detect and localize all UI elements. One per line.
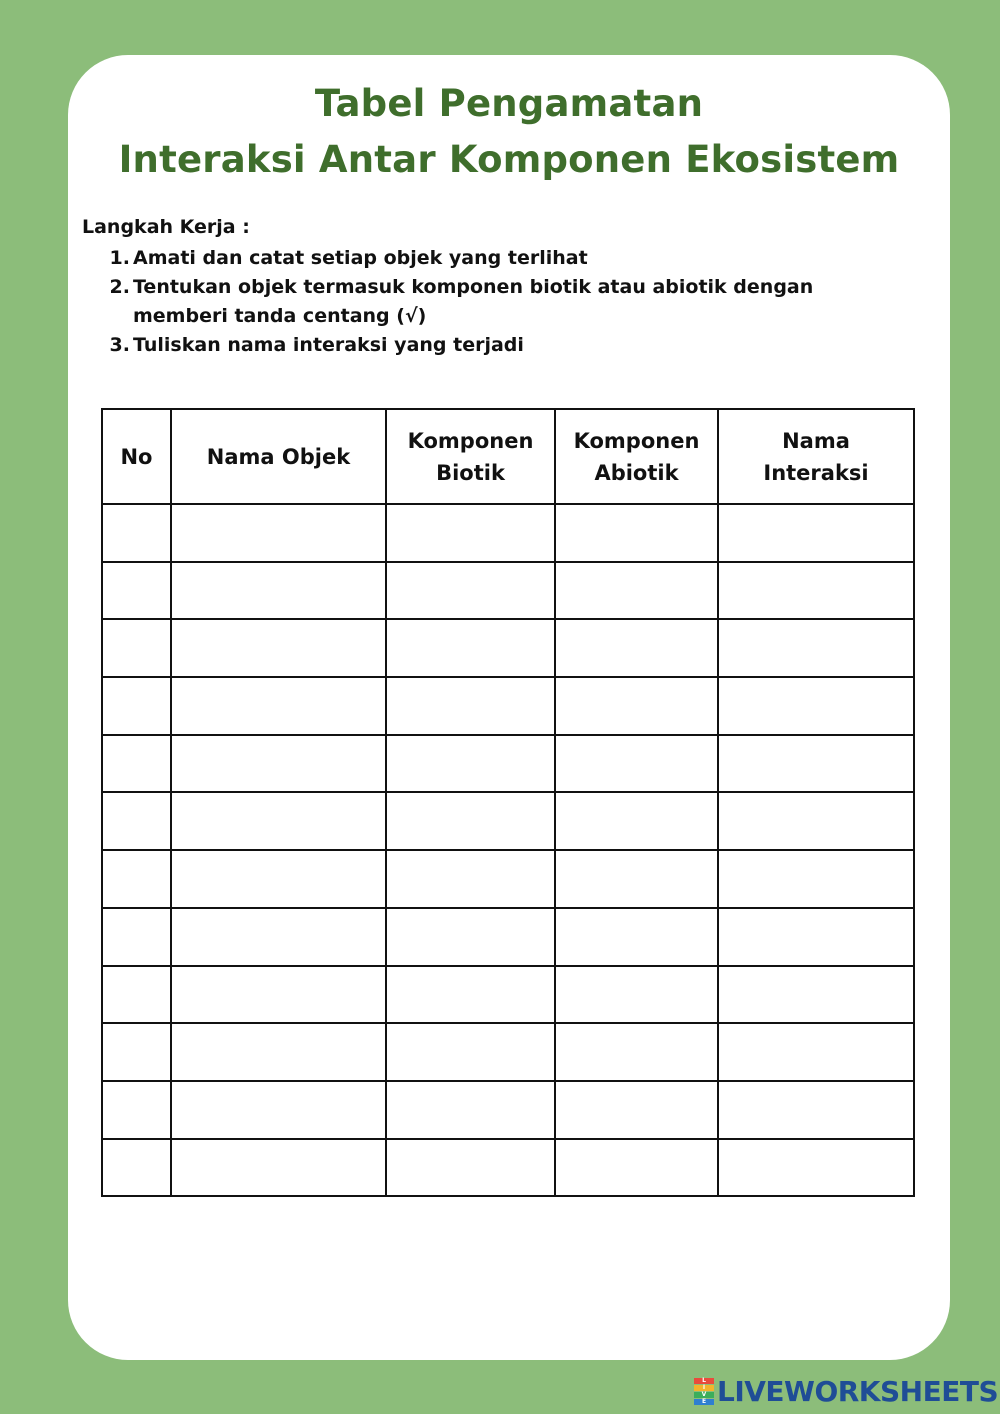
table-row xyxy=(102,966,914,1024)
liveworksheets-logo xyxy=(694,1376,998,1406)
header-no: No xyxy=(102,409,171,504)
observation-table xyxy=(101,408,915,1197)
logo-icon-tile: E xyxy=(694,1399,714,1405)
cell-komponen-abiotik[interactable] xyxy=(555,562,718,620)
worksheet-title-line2: Interaksi Antar Komponen Ekosistem xyxy=(118,138,900,181)
cell-komponen-abiotik[interactable] xyxy=(555,1023,718,1081)
cell-nama-interaksi[interactable] xyxy=(718,1081,914,1139)
cell-nama-objek[interactable] xyxy=(171,850,386,908)
cell-nama-objek[interactable] xyxy=(171,1139,386,1197)
cell-no[interactable] xyxy=(102,619,171,677)
step-number: 2. xyxy=(109,276,130,298)
cell-nama-objek[interactable] xyxy=(171,562,386,620)
cell-nama-objek[interactable] xyxy=(171,735,386,793)
table-row xyxy=(102,677,914,735)
cell-no[interactable] xyxy=(102,677,171,735)
table-row xyxy=(102,504,914,562)
table-row xyxy=(102,735,914,793)
steps-list xyxy=(108,244,888,360)
liveworksheets-text: LIVEWORKSHEETS xyxy=(717,1374,999,1408)
cell-komponen-abiotik[interactable] xyxy=(555,735,718,793)
table-header-row xyxy=(102,409,914,504)
cell-no[interactable] xyxy=(102,966,171,1024)
cell-komponen-abiotik[interactable] xyxy=(555,966,718,1024)
cell-komponen-biotik[interactable] xyxy=(386,562,555,620)
header-nama-objek: Nama Objek xyxy=(171,409,386,504)
step-item xyxy=(108,273,888,331)
logo-icon-tile: L xyxy=(694,1378,714,1384)
cell-nama-interaksi[interactable] xyxy=(718,562,914,620)
cell-komponen-biotik[interactable] xyxy=(386,504,555,562)
cell-nama-interaksi[interactable] xyxy=(718,908,914,966)
table-row xyxy=(102,619,914,677)
table-row xyxy=(102,1023,914,1081)
logo-icon-tile: V xyxy=(694,1392,714,1398)
cell-komponen-abiotik[interactable] xyxy=(555,850,718,908)
table-body xyxy=(102,504,914,1196)
cell-komponen-biotik[interactable] xyxy=(386,792,555,850)
cell-komponen-biotik[interactable] xyxy=(386,1023,555,1081)
cell-nama-interaksi[interactable] xyxy=(718,504,914,562)
cell-no[interactable] xyxy=(102,792,171,850)
logo-icon-tile: I xyxy=(694,1385,714,1391)
step-number: 1. xyxy=(109,247,130,269)
cell-no[interactable] xyxy=(102,1139,171,1197)
cell-komponen-biotik[interactable] xyxy=(386,677,555,735)
cell-nama-interaksi[interactable] xyxy=(718,677,914,735)
table-row xyxy=(102,908,914,966)
table-row xyxy=(102,1139,914,1197)
cell-no[interactable] xyxy=(102,1081,171,1139)
cell-nama-objek[interactable] xyxy=(171,1081,386,1139)
table-row xyxy=(102,850,914,908)
step-text: Amati dan catat setiap objek yang terlihat xyxy=(133,247,588,269)
step-item xyxy=(108,244,888,273)
table-row xyxy=(102,562,914,620)
cell-komponen-biotik[interactable] xyxy=(386,1139,555,1197)
cell-nama-objek[interactable] xyxy=(171,619,386,677)
step-number: 3. xyxy=(109,334,130,356)
cell-komponen-abiotik[interactable] xyxy=(555,908,718,966)
cell-nama-interaksi[interactable] xyxy=(718,735,914,793)
header-nama-interaksi: Nama Interaksi xyxy=(718,409,914,504)
cell-komponen-abiotik[interactable] xyxy=(555,677,718,735)
cell-nama-interaksi[interactable] xyxy=(718,1139,914,1197)
cell-no[interactable] xyxy=(102,504,171,562)
table-row xyxy=(102,1081,914,1139)
worksheet-title-line1: Tabel Pengamatan xyxy=(314,82,704,125)
cell-nama-interaksi[interactable] xyxy=(718,966,914,1024)
cell-no[interactable] xyxy=(102,908,171,966)
cell-no[interactable] xyxy=(102,850,171,908)
cell-nama-objek[interactable] xyxy=(171,792,386,850)
cell-nama-objek[interactable] xyxy=(171,504,386,562)
table-row xyxy=(102,792,914,850)
cell-komponen-abiotik[interactable] xyxy=(555,792,718,850)
cell-komponen-biotik[interactable] xyxy=(386,1081,555,1139)
cell-nama-interaksi[interactable] xyxy=(718,1023,914,1081)
cell-no[interactable] xyxy=(102,1023,171,1081)
cell-nama-interaksi[interactable] xyxy=(718,619,914,677)
cell-komponen-biotik[interactable] xyxy=(386,966,555,1024)
cell-komponen-abiotik[interactable] xyxy=(555,1081,718,1139)
step-text: Tentukan objek termasuk komponen biotik atau abiotik dengan memberi tanda centang (√) xyxy=(133,276,814,327)
cell-nama-interaksi[interactable] xyxy=(718,792,914,850)
header-komponen-abiotik: Komponen Abiotik xyxy=(555,409,718,504)
step-text: Tuliskan nama interaksi yang terjadi xyxy=(133,334,524,356)
cell-no[interactable] xyxy=(102,562,171,620)
liveworksheets-icon xyxy=(694,1378,714,1404)
cell-komponen-abiotik[interactable] xyxy=(555,504,718,562)
cell-komponen-abiotik[interactable] xyxy=(555,1139,718,1197)
cell-no[interactable] xyxy=(102,735,171,793)
cell-komponen-biotik[interactable] xyxy=(386,850,555,908)
cell-nama-interaksi[interactable] xyxy=(718,850,914,908)
cell-komponen-biotik[interactable] xyxy=(386,619,555,677)
cell-komponen-abiotik[interactable] xyxy=(555,619,718,677)
cell-komponen-biotik[interactable] xyxy=(386,735,555,793)
cell-nama-objek[interactable] xyxy=(171,966,386,1024)
cell-nama-objek[interactable] xyxy=(171,908,386,966)
cell-nama-objek[interactable] xyxy=(171,1023,386,1081)
step-item xyxy=(108,331,888,360)
cell-nama-objek[interactable] xyxy=(171,677,386,735)
header-komponen-biotik: Komponen Biotik xyxy=(386,409,555,504)
steps-heading: Langkah Kerja : xyxy=(82,216,250,238)
cell-komponen-biotik[interactable] xyxy=(386,908,555,966)
